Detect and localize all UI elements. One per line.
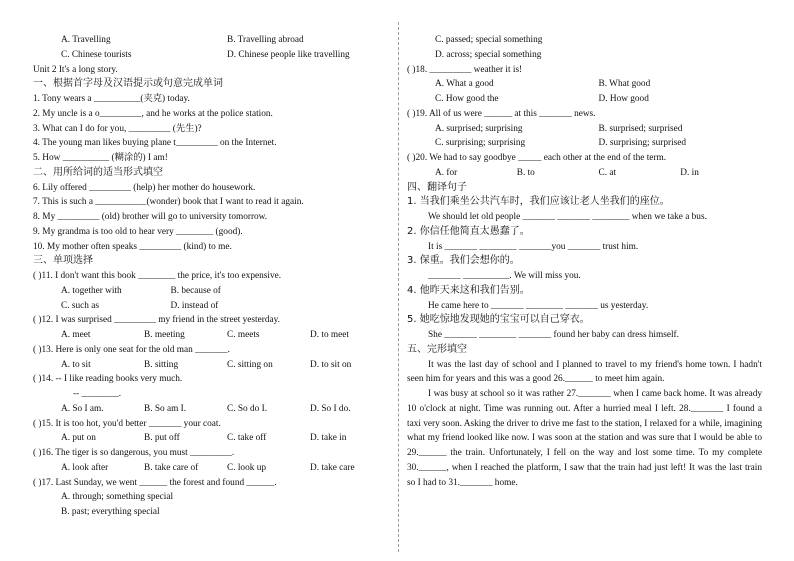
option-row [407, 166, 762, 181]
question-stem-reply: -- ________. [73, 389, 122, 399]
option-b[interactable]: B. What good [598, 79, 651, 90]
option-a[interactable]: A. look after [61, 462, 109, 473]
question-line: 8. My _________ (old) brother will go to university tomorrow. [33, 212, 268, 222]
option-row [33, 299, 393, 314]
question-line: 5. How __________ (糊涂的) I am! [33, 153, 168, 163]
option-row [33, 48, 393, 63]
option-row [33, 33, 393, 48]
option-a[interactable]: A. surprised; surprising [435, 123, 523, 134]
section-title: 三、单项选择 [33, 255, 93, 267]
translation-answer: He came here to _______ ________ _______ us yesterday. [428, 300, 649, 311]
translation-prompt: 2. 你信任他简直太愚蠢了。 [407, 225, 530, 237]
left-column [33, 33, 393, 520]
option-b[interactable]: B. put off [144, 433, 180, 444]
option-row [407, 122, 762, 137]
column-divider [398, 22, 399, 552]
option-a[interactable]: A. Travelling [61, 35, 111, 45]
option-row [33, 461, 393, 476]
option-d[interactable]: D. take care [310, 462, 355, 473]
option-d[interactable]: D. in [680, 167, 699, 178]
option-c[interactable]: C. take off [227, 433, 267, 444]
question-stem: ( )12. I was surprised _________ my friend in the street yesterday. [33, 315, 280, 326]
option-b[interactable]: B. past; everything special [61, 507, 160, 517]
option-c[interactable]: C. How good the [435, 94, 499, 104]
translation-answer: We should let old people _______ _______ ________ when we take a bus. [428, 212, 707, 222]
option-c[interactable]: C. look up [227, 462, 266, 473]
option-b[interactable]: B. Travelling abroad [227, 35, 304, 45]
option-row [33, 358, 393, 373]
option-b[interactable]: B. surprised; surprised [598, 123, 683, 134]
question-line: 9. My grandma is too old to hear very ________ (good). [33, 226, 243, 237]
option-d[interactable]: D. to meet [310, 330, 349, 340]
cloze-paragraph: I was busy at school so it was rather 27._______ when I came back home. It was already 10 o'clock at night. Time was running out. After a hurried meal I left. 28._______ I found a taxi very soon. Asking the driver to drive me fast to the station, I relaxed for a while, imagining what my friend looked like now. I was soon at the station and was sure that I would be able to 29.______ the train. Unfortunately, I fell on the way and lost some time. To my complete 30.______, when I reached the platform, I saw that the train had just left! It was the last train so I had to 31._______ home. [407, 389, 763, 488]
question-line: 3. What can I do for you, _________ (先生)? [33, 123, 202, 134]
option-b[interactable]: B. take care of [144, 462, 199, 473]
question-stem: ( )14. -- I like reading books very much. [33, 374, 183, 385]
translation-answer: It is _______ ________ _______you _______ trust him. [428, 241, 639, 252]
option-c[interactable]: C. So do I. [227, 403, 268, 414]
option-c[interactable]: C. meets [227, 330, 260, 340]
option-a[interactable]: A. What a good [435, 79, 494, 90]
option-a[interactable]: A. put on [61, 433, 96, 444]
question-stem: ( )18. _________ weather it is! [407, 64, 523, 75]
option-b[interactable]: B. sitting [144, 359, 179, 370]
translation-prompt: 5. 她吃惊地发现她的宝宝可以自己穿衣。 [407, 314, 590, 326]
option-c[interactable]: C. at [598, 167, 617, 178]
option-b[interactable]: B. meeting [144, 330, 185, 340]
option-d[interactable]: D. instead of [170, 300, 219, 311]
option-b[interactable]: B. because of [170, 285, 221, 296]
option-a[interactable]: A. through; something special [61, 492, 174, 503]
translation-answer: She _______ ________ _______ found her baby can dress himself. [428, 330, 679, 340]
option-c[interactable]: C. Chinese tourists [61, 49, 132, 60]
question-stem: ( )16. The tiger is so dangerous, you must _________. [33, 448, 235, 458]
option-row [33, 431, 393, 446]
section-title: 五、完形填空 [407, 343, 467, 355]
option-a[interactable]: A. meet [61, 330, 91, 340]
option-b[interactable]: B. So am I. [144, 403, 187, 414]
question-stem: ( )17. Last Sunday, we went ______ the forest and found ______. [33, 477, 277, 488]
option-c[interactable]: C. surprising; surprising [435, 138, 526, 149]
option-a[interactable]: A. together with [61, 285, 122, 296]
option-d[interactable]: D. surprising; surprised [598, 138, 687, 149]
option-row [33, 402, 393, 417]
unit-title: Unit 2 It's a long story. [33, 64, 118, 75]
option-c[interactable]: C. such as [61, 300, 99, 311]
option-d[interactable]: D. across; special something [435, 49, 542, 60]
option-d[interactable]: D. take in [310, 433, 347, 444]
option-row [33, 284, 393, 299]
option-row [407, 92, 762, 107]
question-line: 2. My uncle is a o_________, and he works at the police station. [33, 108, 273, 119]
option-d[interactable]: D. to sit on [310, 359, 352, 370]
option-a[interactable]: A. to sit [61, 359, 91, 370]
translation-prompt: 4. 他昨天来这和我们告别。 [407, 284, 530, 296]
section-title: 二、用所给词的适当形式填空 [33, 166, 163, 178]
option-row [33, 328, 393, 343]
question-stem: ( )19. All of us were ______ at this _______ news. [407, 108, 596, 119]
option-b[interactable]: B. to [516, 167, 535, 178]
option-c[interactable]: C. passed; special something [435, 35, 543, 45]
option-a[interactable]: A. So I am. [61, 403, 104, 414]
option-row [407, 136, 762, 151]
question-stem: ( )20. We had to say goodbye _____ each other at the end of the term. [407, 153, 667, 163]
translation-answer: _______ __________. We will miss you. [428, 271, 581, 281]
cloze-paragraph: It was the last day of school and I planned to travel to my friend's home town. I hadn't seen him for years and this was a good 26.______ to meet him again. [407, 359, 762, 385]
question-line: 7. This is such a ___________(wonder) book that I want to read it again. [33, 197, 304, 208]
option-d[interactable]: D. How good [598, 94, 649, 104]
right-column [407, 33, 762, 490]
option-d[interactable]: D. Chinese people like travelling [227, 49, 350, 60]
question-stem: ( )11. I don't want this book ________ the price, it's too expensive. [33, 271, 282, 281]
section-title: 一、根据首字母及汉语提示或句意完成单词 [33, 78, 223, 90]
option-a[interactable]: A. for [435, 167, 458, 178]
option-d[interactable]: D. So I do. [310, 403, 351, 414]
question-line: 1. Tony wears a __________(夹克) today. [33, 94, 190, 104]
question-stem: ( )15. It is too hot, you'd better _______ your coat. [33, 418, 221, 429]
question-stem: ( )13. Here is only one seat for the old man _______. [33, 344, 230, 355]
question-line: 4. The young man likes buying plane t_________ on the Internet. [33, 138, 277, 149]
option-c[interactable]: C. sitting on [227, 359, 273, 370]
question-line: 10. My mother often speaks _________ (kind) to me. [33, 241, 232, 252]
translation-prompt: 1. 当我们乘坐公共汽车时，我们应该让老人坐我们的座位。 [407, 196, 670, 208]
translation-prompt: 3. 保重。我们会想你的。 [407, 255, 520, 267]
option-row [407, 77, 762, 92]
question-line: 6. Lily offered _________ (help) her mother do housework. [33, 182, 256, 193]
section-title: 四、翻译句子 [407, 181, 467, 193]
